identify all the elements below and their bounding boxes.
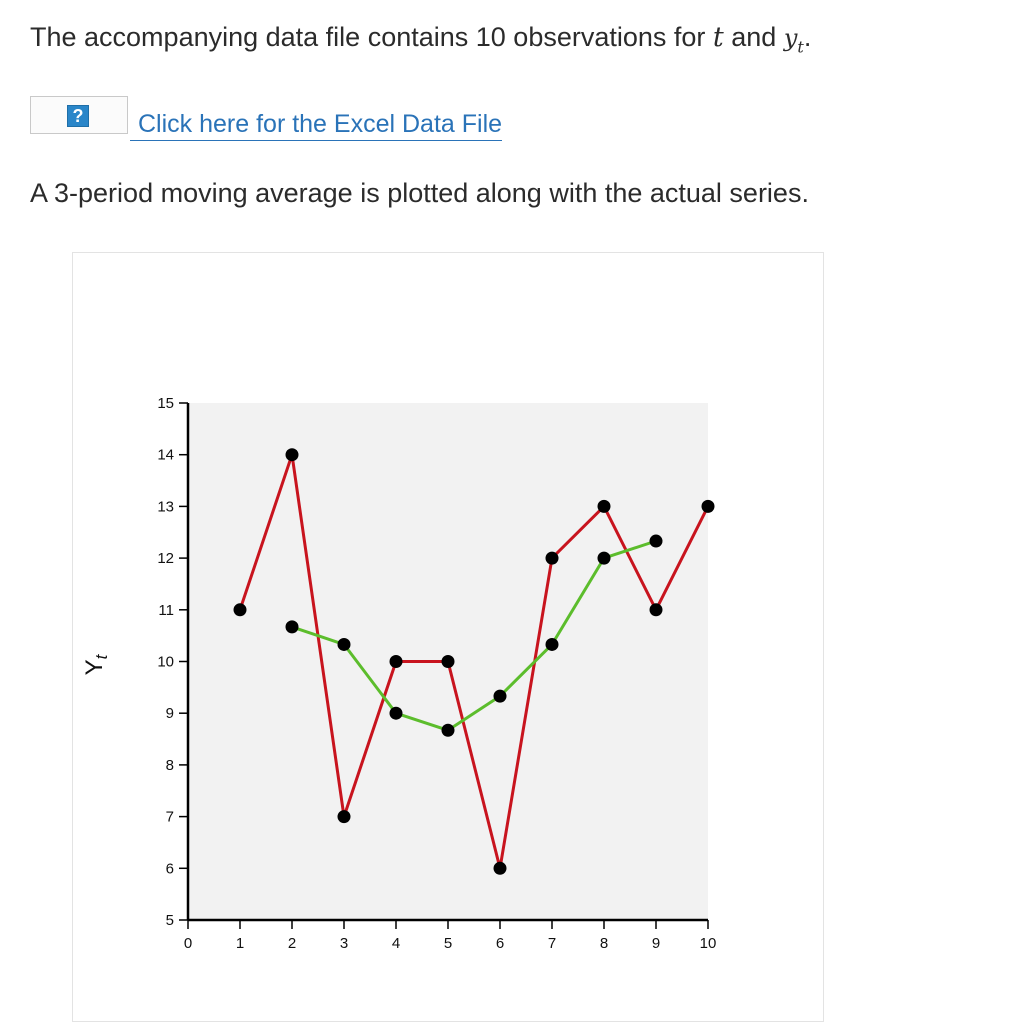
series-2-point	[442, 724, 455, 737]
x-tick-label: 3	[339, 935, 349, 952]
series-2-point	[494, 690, 507, 703]
y-tick-label: 10	[157, 653, 174, 671]
series-2-point	[286, 620, 299, 633]
y-tick-label: 13	[157, 498, 174, 516]
x-tick-label: 1	[235, 935, 245, 952]
y-tick-label: 9	[165, 705, 174, 723]
series-2-point	[650, 535, 663, 548]
series-2-point	[390, 707, 403, 720]
series-1-point	[702, 500, 715, 513]
excel-data-file-link[interactable]: Click here for the Excel Data File	[130, 109, 502, 141]
x-tick-label: 0	[183, 935, 193, 952]
y-tick-label: 12	[157, 550, 174, 568]
y-tick-label: 7	[165, 808, 174, 826]
series-1-point	[338, 810, 351, 823]
intro-period: .	[803, 22, 812, 52]
x-tick-label: 4	[391, 935, 401, 952]
y-tick-label: 11	[158, 601, 174, 619]
series-1-point	[234, 603, 247, 616]
series-2-point	[598, 552, 611, 565]
series-1-point	[286, 448, 299, 461]
intro-and: and	[723, 22, 784, 52]
series-1-point	[650, 603, 663, 616]
variable-y-subscript: t	[797, 37, 804, 57]
x-tick-label: 8	[599, 935, 609, 952]
y-tick-label: 5	[165, 912, 174, 929]
series-1-point	[390, 655, 403, 668]
x-tick-label: 6	[495, 935, 505, 952]
variable-t: t	[712, 22, 724, 53]
y-tick-label: 14	[157, 446, 174, 464]
x-tick-label: 9	[651, 935, 661, 952]
series-2-point	[338, 638, 351, 651]
y-axis-label: $Y_t$	[81, 654, 111, 676]
x-tick-label: 10	[699, 935, 717, 952]
y-tick-label: 15	[157, 395, 174, 412]
variable-y: y	[783, 24, 798, 52]
y-tick-label: 6	[165, 860, 174, 878]
help-icon[interactable]: ?	[67, 105, 89, 127]
x-tick-label: 2	[287, 935, 297, 952]
series-1-point	[494, 862, 507, 875]
chart-description: A 3-period moving average is plotted along with the actual series.	[30, 178, 809, 208]
y-tick-label: 8	[165, 756, 174, 774]
intro-text: The accompanying data file contains 10 observations for	[30, 22, 713, 52]
series-1-point	[442, 655, 455, 668]
x-tick-label: 5	[443, 935, 453, 952]
series-1-point	[598, 500, 611, 513]
series-1-point	[546, 552, 559, 565]
x-tick-label: 7	[547, 935, 557, 952]
series-2-point	[546, 638, 559, 651]
